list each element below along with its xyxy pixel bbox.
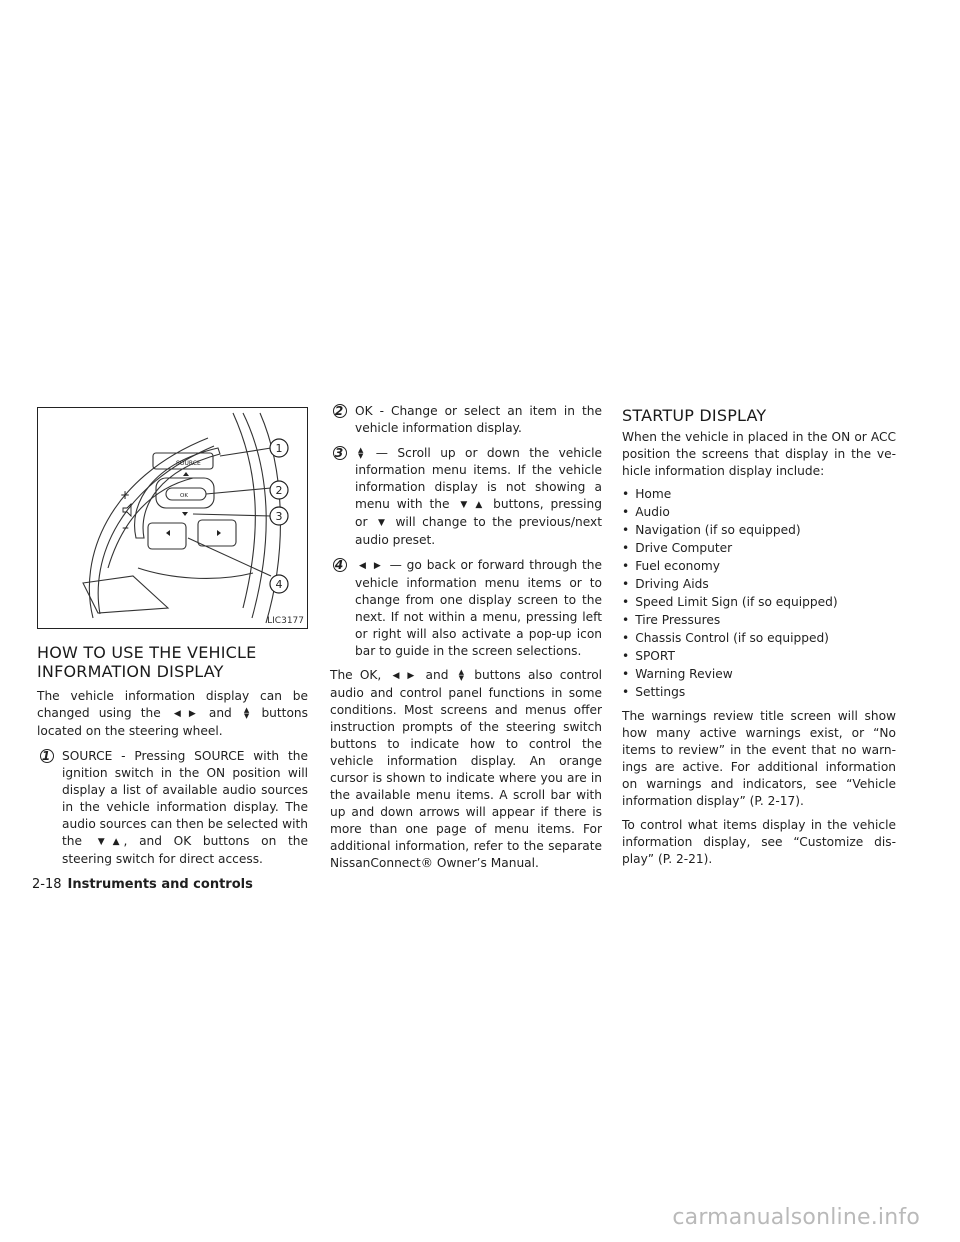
down-arrow-icon <box>182 512 188 516</box>
up-down-arrow-icon: ▲ ▼ <box>358 446 364 460</box>
left-arrow-icon <box>166 530 170 536</box>
list-item: • Fuel economy <box>622 557 896 575</box>
steering-switch-figure <box>37 407 308 629</box>
item-text: SOURCE - Pressing SOURCE with the ignition switch in the ON position will display a list of available audio sources in the vehicle information display. The audio sources can then be selected with the <box>62 749 308 848</box>
customize-paragraph: To control what items display in the vehicle information display, see “Customize dis-play” (P. 2-21). <box>622 818 896 866</box>
title-line-1: HOW TO USE THE VEHICLE <box>37 643 257 662</box>
intro-paragraph <box>37 688 308 740</box>
up-arrow-icon: ▲ <box>112 837 120 847</box>
up-down-arrow-icon: ▲ ▼ <box>243 706 250 720</box>
intro-c: buttons located on the steering wheel. <box>37 706 308 738</box>
ok-buttons-paragraph <box>330 667 602 872</box>
left-arrow-icon: ◀ <box>359 561 366 571</box>
item-number: 2 <box>332 403 346 420</box>
item-text-c: or <box>355 515 368 529</box>
item-text-b: , and OK buttons on the steering switch for direct access. <box>62 834 308 866</box>
list-item <box>330 557 602 660</box>
list-item: • Speed Limit Sign (if so equipped) <box>622 593 896 611</box>
steering-switch-illustration <box>38 408 307 628</box>
list-item: • Settings <box>622 683 896 701</box>
list-item <box>330 403 602 437</box>
left-arrow-icon: ◀ <box>392 671 400 681</box>
section-title-startup: STARTUP DISPLAY <box>622 406 767 425</box>
callout-2-text: 2 <box>275 484 283 497</box>
source-label: SOURCE <box>176 460 201 467</box>
down-arrow-icon: ▼ <box>97 837 105 847</box>
up-down-arrow-icon: ▲ ▼ <box>458 668 465 682</box>
list-item: • SPORT <box>622 647 896 665</box>
list-item: • Audio <box>622 503 896 521</box>
figure-code: LIC3177 <box>267 616 304 626</box>
item-number: 4 <box>332 557 346 574</box>
list-item: • Navigation (if so equipped) <box>622 521 896 539</box>
item-number: 3 <box>332 445 346 462</box>
page-number: 2-18 <box>32 877 62 892</box>
callout-4-text: 4 <box>275 578 283 591</box>
item-number: 1 <box>39 748 53 765</box>
title-line-2: INFORMATION DISPLAY <box>37 662 224 681</box>
down-arrow-icon: ▼ <box>460 500 468 510</box>
watermark: carmanualsonline.info <box>672 1205 920 1230</box>
list-item: • Chassis Control (if so equipped) <box>622 629 896 647</box>
up-arrow-icon: ▲ <box>475 500 483 510</box>
ok-label: OK <box>180 493 188 499</box>
item-text-b: buttons, pressing <box>493 497 602 511</box>
left-column <box>37 396 308 868</box>
para-c: buttons also control audio and control panel functions in some conditions. Most screens and menus offer instruction prompts of the steering switch buttons to indicate how to control the vehicle information display. An orange cursor is shown to indicate where you are in the available menu items. A scroll bar with up and down arrows will appear if there is more than one page of menu items. For additional information, refer to the separate NissanConnect® Owner’s Manual. <box>330 668 603 870</box>
list-item: • Driving Aids <box>622 575 896 593</box>
startup-intro: When the vehicle in placed in the ON or ACC position the screens that display in the ve-hicle information display include: <box>622 430 896 478</box>
right-arrow-icon: ▶ <box>407 671 415 681</box>
callout-1-text: 1 <box>275 442 283 455</box>
right-column <box>622 396 896 868</box>
list-item: • Drive Computer <box>622 539 896 557</box>
right-arrow-icon: ▶ <box>188 709 196 719</box>
list-item: • Home <box>622 485 896 503</box>
callout-3-text: 3 <box>275 510 283 523</box>
middle-column <box>330 396 602 872</box>
item-text-d: will change to the previous/next audio preset. <box>355 515 602 547</box>
item-text: — go back or forward through the vehicle information menu items or to change from one display screen to the next. If not within a menu, pressing left or right will also activate a pop-up icon bar to guide in the screen selections. <box>355 558 603 658</box>
down-arrow-icon: ▼ <box>378 518 385 528</box>
list-item <box>37 748 308 868</box>
startup-screen-list <box>622 485 896 701</box>
right-arrow-icon <box>217 530 221 536</box>
intro-b: and <box>208 706 232 720</box>
minus-symbol: – <box>122 520 129 536</box>
right-arrow-icon: ▶ <box>373 561 381 571</box>
para-b: and <box>425 668 449 682</box>
item-text: — Scroll up or down the vehicle information menu items. If the vehicle information display is not showing a menu with the <box>355 446 603 511</box>
list-item <box>330 445 602 549</box>
section-title-vid <box>37 643 308 681</box>
plus-symbol: + <box>120 488 131 502</box>
list-item: • Tire Pressures <box>622 611 896 629</box>
list-item: • Warning Review <box>622 665 896 683</box>
chapter-title: Instruments and controls <box>67 877 253 892</box>
up-arrow-icon <box>183 472 189 476</box>
intro-a: The vehicle information display can be changed using the <box>37 689 308 720</box>
left-arrow-icon: ◀ <box>173 709 181 719</box>
warnings-paragraph: The warnings review title screen will show how many active warnings exist, or “No items to review” in the event that no warn-ings are active. For additional information on warnings and indicators, see “Vehicle information display” (P. 2-17). <box>622 709 896 808</box>
para-a: The OK, <box>330 668 382 682</box>
item-text: OK - Change or select an item in the vehicle information display. <box>355 404 602 435</box>
page-footer <box>32 877 253 892</box>
